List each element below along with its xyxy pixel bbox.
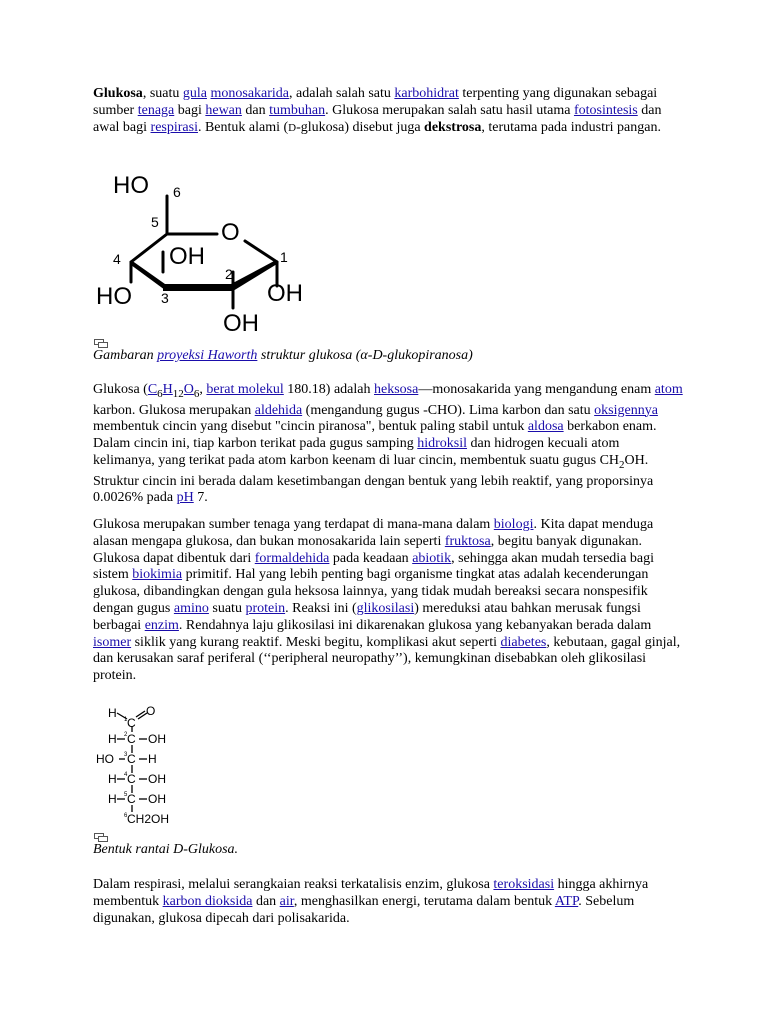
bond-c1-o-a (136, 711, 145, 717)
ring-oxygen: O (221, 219, 240, 246)
link-karbohidrat[interactable]: karbohidrat (394, 86, 459, 101)
text: OH. Struktur cincin ini berada dalam kesetimbangan dengan bentuk yang lebih reaktif, yang proporsinya 0.0026% pada (93, 452, 654, 506)
link-formaldehida[interactable]: formaldehida (254, 550, 330, 566)
text: ) mereduksi atau bahkan merusak fungsi berbagai (93, 600, 641, 633)
fischer-h: H (108, 772, 117, 786)
link-biokimia[interactable]: biokimia (132, 567, 183, 583)
bond-o-c1 (245, 241, 277, 262)
text: Gambaran (93, 348, 158, 363)
text: terpenting yang digunakan sebagai sumber (93, 86, 658, 118)
text: , (199, 382, 207, 397)
link-teroksidasi[interactable]: teroksidasi (493, 877, 555, 892)
text: Glukosa merupakan sumber tenaga yang terdapat di mana-mana dalam (93, 517, 494, 532)
fischer-structure-figure (96, 700, 186, 830)
text: , menghasilkan energi, terutama dalam bentuk (293, 893, 555, 909)
num-5: 5 (151, 214, 159, 230)
fischer-num-4: 4 (124, 772, 128, 778)
subscript: 12 (172, 387, 184, 400)
link-fruktosa[interactable]: fruktosa (444, 533, 491, 549)
num-6: 6 (173, 184, 181, 200)
link-hewan[interactable]: hewan (205, 102, 242, 118)
num-3: 3 (161, 290, 169, 306)
enlarge-icon[interactable] (94, 833, 108, 842)
fischer-c1: C (127, 716, 136, 730)
link-abiotik[interactable]: abiotik (412, 550, 452, 566)
text: berkabon enam. Dalam cincin ini, tiap karbon terikat pada gugus samping (93, 419, 657, 452)
text: 7. (193, 490, 208, 506)
link-berat-molekul[interactable]: berat molekul (206, 382, 284, 397)
paragraph-respirasi (93, 877, 683, 927)
link-karbon-dioksida[interactable]: karbon dioksida (162, 893, 253, 909)
text: , kebutaan, gagal ginjal, dan kerusakan saraf periferal (‘‘peripheral neuropathy’’), kemungkinan disebabkan oleh glikosilasi protein. (93, 634, 681, 684)
text: . Reaksi ini ( (285, 600, 357, 616)
subscript: 6 (193, 387, 200, 400)
caption-rantai: Bentuk rantai D-Glukosa. (93, 842, 239, 857)
num-2: 2 (225, 266, 233, 282)
label-ho6: HO (113, 172, 149, 199)
link-o[interactable]: O (183, 382, 194, 397)
fischer-c2: C (127, 732, 136, 746)
text: pada keadaan (329, 550, 413, 566)
text: primitif. Hal yang lebih penting bagi organisme tingkat atas adalah kecenderungan glukosa, dibandingkan dengan gula heksosa lainnya, yang tidak mudah bereaksi secara nonspesifik dengan gugus (93, 567, 649, 616)
text: struktur glukosa (α-D-glukopiranosa) (257, 348, 473, 363)
text: (mengandung gugus -CHO). Lima karbon dan satu (302, 402, 595, 418)
text: Glukosa ( (93, 382, 148, 397)
fischer-o-top: O (146, 704, 156, 718)
text: dan (252, 893, 280, 909)
link-oksigennya[interactable]: oksigennya (594, 402, 658, 418)
wedge-c4-c3 (131, 260, 165, 290)
text: Dalam respirasi, melalui serangkaian reaksi terkatalisis enzim, glukosa (93, 877, 494, 892)
text: . Glukosa merupakan salah satu hasil utama (325, 102, 574, 118)
link-monosakarida[interactable]: monosakarida (210, 86, 290, 101)
link-fotosintesis[interactable]: fotosintesis (573, 102, 638, 118)
text: -glukosa) disebut juga (296, 119, 425, 135)
label-oh1: OH (267, 280, 303, 307)
subscript: 2 (619, 458, 625, 471)
link-amino[interactable]: amino (173, 600, 209, 616)
fischer-h: H (108, 732, 117, 746)
haworth-structure-figure (93, 164, 323, 340)
link-heksosa[interactable]: heksosa (374, 382, 419, 397)
fischer-oh: OH (148, 772, 166, 786)
paragraph-sumber-tenaga (93, 517, 683, 685)
text: bagi (174, 102, 206, 118)
label-ho4: HO (96, 283, 132, 310)
text: hingga akhirnya membentuk (93, 877, 649, 909)
fischer-h: H (148, 752, 157, 766)
num-4: 4 (113, 251, 121, 267)
term-glukosa: Glukosa (93, 86, 143, 101)
link-aldehida[interactable]: aldehida (254, 402, 303, 418)
link-aldosa[interactable]: aldosa (527, 419, 564, 435)
link-atp[interactable]: ATP (554, 893, 579, 909)
label-oh2: OH (223, 310, 259, 337)
subscript: 6 (157, 387, 163, 400)
link-ph[interactable]: pH (176, 490, 194, 506)
text: . Rendahnya laju glikosilasi ini dikarenakan glukosa yang kebanyakan berada dalam (178, 617, 652, 633)
text: suatu (208, 600, 246, 616)
fischer-num-3: 3 (124, 752, 128, 758)
fischer-h: H (108, 792, 117, 806)
text: , terutama pada industri pangan. (481, 119, 661, 135)
link-respirasi[interactable]: respirasi (150, 119, 198, 135)
fischer-c5: C (127, 792, 136, 806)
text: , adalah salah satu (289, 86, 395, 101)
link-proyeksi-haworth[interactable]: proyeksi Haworth (157, 348, 258, 363)
link-enzim[interactable]: enzim (144, 617, 179, 633)
text: dan hidrogen kecuali atom kelimanya, yang terikat pada atom karbon keenam di luar cincin, membentuk suatu gugus CH (93, 436, 620, 468)
text: membentuk cincin yang disebut "cincin piranosa", bentuk paling stabil untuk (93, 419, 528, 435)
link-tumbuhan[interactable]: tumbuhan (269, 102, 326, 118)
fischer-c4: C (127, 772, 136, 786)
link-tenaga[interactable]: tenaga (137, 102, 175, 118)
text: , suatu (142, 86, 183, 101)
fischer-oh: OH (148, 732, 166, 746)
num-1: 1 (280, 249, 288, 265)
text: . Kita dapat menduga alasan mengapa glukosa, dan bukan monosakarida lain seperti (93, 517, 654, 549)
text: . Bentuk alami ( (197, 119, 289, 135)
paragraph-struktur (93, 382, 683, 507)
fischer-num-2: 2 (124, 732, 128, 738)
fischer-num-6: 6 (124, 813, 128, 819)
text: dan (241, 102, 270, 118)
link-diabetes[interactable]: diabetes (500, 634, 547, 650)
link-air[interactable]: air (279, 893, 294, 909)
text: 180.18) adalah (283, 382, 374, 397)
fischer-oh: OH (148, 792, 166, 806)
link-hidroksil[interactable]: hidroksil (417, 436, 468, 452)
text: dan awal bagi (93, 102, 662, 135)
d-prefix: D (288, 121, 297, 134)
text: —monosakarida yang mengandung enam (418, 382, 655, 397)
fischer-ho: HO (96, 752, 114, 766)
fischer-ch2oh: CH2OH (127, 812, 170, 826)
link-h[interactable]: H (162, 382, 173, 397)
link-c[interactable]: C (147, 382, 158, 397)
text: , sehingga akan mudah tersedia bagi sistem (93, 550, 655, 583)
link-atom[interactable]: atom (654, 382, 683, 397)
intro-paragraph (93, 86, 683, 136)
fischer-num-1: 1 (124, 717, 128, 723)
term-dekstrosa: dekstrosa (424, 119, 482, 135)
link-biologi[interactable]: biologi (493, 517, 534, 532)
bold-bond-c3-c2 (163, 284, 233, 291)
fischer-h-top: H (108, 706, 117, 720)
link-protein[interactable]: protein (245, 600, 286, 616)
link-glikosilasi[interactable]: glikosilasi (356, 600, 415, 616)
fischer-num-5: 5 (124, 792, 128, 798)
text: siklik yang kurang reaktif. Meski begitu, komplikasi akut seperti (131, 634, 501, 650)
text: . Sebelum digunakan, glukosa dipecah dari polisakarida. (93, 893, 635, 926)
text: , begitu banyak digunakan. Glukosa dapat dibentuk dari (93, 533, 642, 566)
label-oh-up: OH (169, 243, 205, 270)
enlarge-icon[interactable] (94, 339, 108, 348)
fischer-c3: C (127, 752, 136, 766)
text: karbon. Glukosa merupakan (93, 402, 255, 418)
link-isomer[interactable]: isomer (93, 634, 132, 650)
caption-haworth (93, 348, 473, 364)
link-gula[interactable]: gula (182, 86, 207, 101)
